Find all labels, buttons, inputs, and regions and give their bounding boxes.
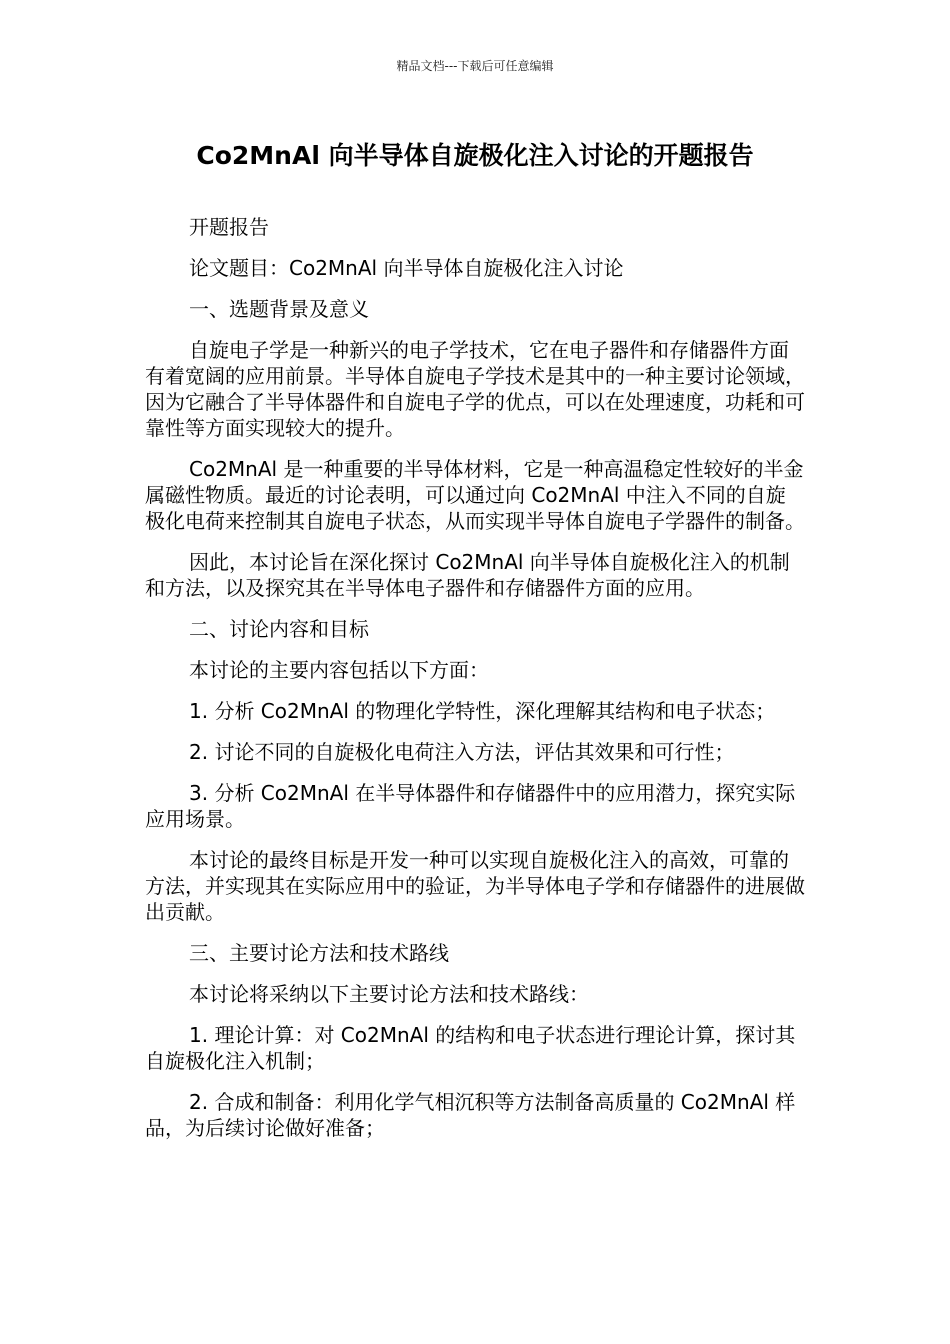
list-item: 1. 分析 Co2MnAl 的物理化学特性，深化理解其结构和电子状态；: [189, 699, 776, 723]
document-title: Co2MnAl 向半导体自旋极化注入讨论的开题报告: [196, 141, 754, 170]
section-heading: 三、主要讨论方法和技术路线: [189, 941, 449, 965]
list-item: 2. 讨论不同的自旋极化电荷注入方法，评估其效果和可行性；: [189, 740, 735, 764]
paragraph: 论文题目：Co2MnAl 向半导体自旋极化注入讨论: [189, 256, 624, 280]
paragraph: 自旋电子学是一种新兴的电子学技术，它在电子器件和存储器件方面有着宽阔的应用前景。半导体自旋电子学技术是其中的一种主要讨论领域，因为它融合了半导体器件和自旋电子学的优点，可以在处理速度，功耗和可靠性等方面实现较大的提升。: [145, 338, 805, 440]
paragraph: 开题报告: [189, 215, 269, 239]
paragraph: 本讨论将采纳以下主要讨论方法和技术路线：: [189, 982, 589, 1006]
list-item: 2. 合成和制备：利用化学气相沉积等方法制备高质量的 Co2MnAl 样品，为后续讨论做好准备；: [145, 1090, 796, 1140]
header-note: 精品文档---下载后可任意编辑: [396, 59, 554, 73]
section-heading: 一、选题背景及意义: [189, 297, 369, 321]
list-item: 3. 分析 Co2MnAl 在半导体器件和存储器件中的应用潜力，探究实际应用场景。: [145, 781, 796, 831]
section-heading: 二、讨论内容和目标: [189, 617, 369, 641]
document-body: [145, 214, 805, 1156]
list-item: 1. 理论计算：对 Co2MnAl 的结构和电子状态进行理论计算，探讨其自旋极化注入机制；: [145, 1023, 796, 1073]
paragraph: 本讨论的主要内容包括以下方面：: [189, 658, 489, 682]
paragraph: 本讨论的最终目标是开发一种可以实现自旋极化注入的高效，可靠的方法，并实现其在实际应用中的验证，为半导体电子学和存储器件的进展做出贡献。: [145, 848, 805, 924]
paragraph: 因此，本讨论旨在深化探讨 Co2MnAl 向半导体自旋极化注入的机制和方法，以及探究其在半导体电子器件和存储器件方面的应用。: [145, 550, 790, 600]
paragraph: Co2MnAl 是一种重要的半导体材料，它是一种高温稳定性较好的半金属磁性物质。最近的讨论表明，可以通过向 Co2MnAl 中注入不同的自旋极化电荷来控制其自旋电子状态，从而实现半导体自旋电子学器件的制备。: [145, 457, 805, 533]
